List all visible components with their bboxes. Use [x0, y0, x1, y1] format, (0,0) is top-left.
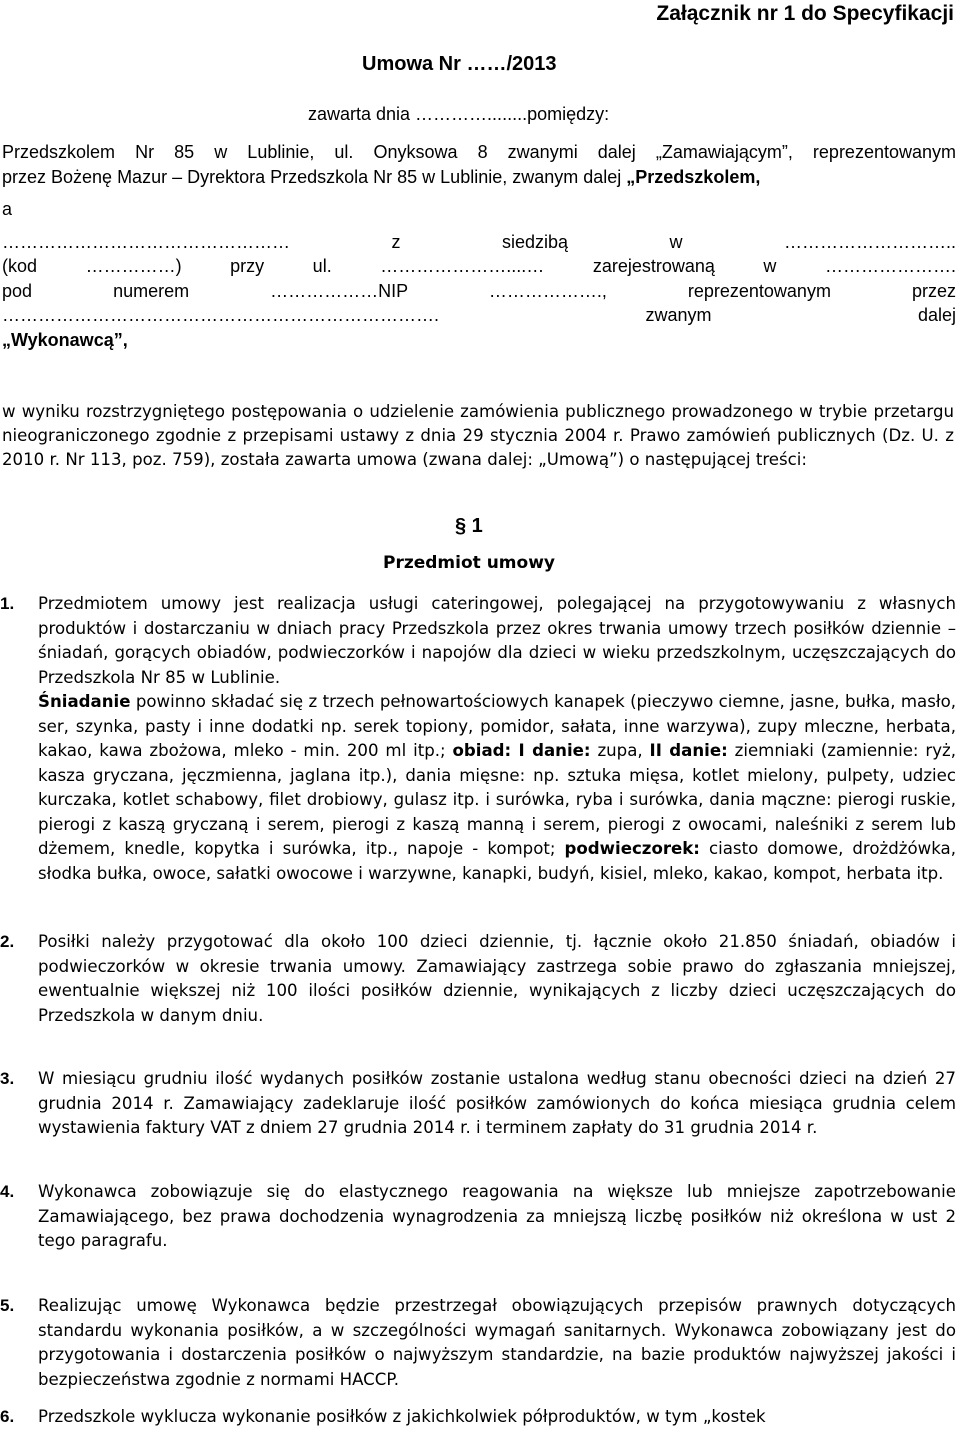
- preamble-spacer: [2, 189, 956, 197]
- item-number: 1.: [0, 594, 15, 613]
- contractor-representative-line: ………………………………………………………………. zwanym dalej: [2, 305, 956, 325]
- lunch-label: obiad: I danie:: [452, 741, 591, 760]
- preamble-line-1: Przedszkolem Nr 85 w Lublinie, ul. Onyksowa 8 zwanymi dalej „Zamawiającym”, reprezentowanym: [2, 142, 956, 162]
- item-number: 4.: [0, 1182, 15, 1201]
- item-number: 2.: [0, 932, 15, 951]
- parties-preamble: [2, 140, 956, 352]
- section-title: Przedmiot umowy: [383, 553, 555, 573]
- item-number: 3.: [0, 1069, 15, 1088]
- section-mark: § 1: [455, 515, 483, 537]
- item-text: W miesiącu grudniu ilość wydanych posiłków zostanie ustalona według stanu obecności dzieci na dzień 27 grudnia 2014 r. Zamawiający zadeklaruje ilość posiłków zamówionych do końca miesiąca grudnia celem wystawienia faktury VAT z dniem 27 grudnia 2014 r. i terminem zapłaty do 31 grudnia 2014 r.: [38, 1069, 956, 1137]
- item-number: 5.: [0, 1296, 15, 1315]
- list-item: [0, 592, 957, 886]
- intro-paragraph: w wyniku rozstrzygniętego postępowania o udzielenie zamówienia publicznego prowadzonego w trybie przetargu nieograniczonego zgodnie z przepisami ustawy z dnia 29 stycznia 2004 r. Prawo zamówień publicznych (Dz. U. z 2010 r. Nr 113, poz. 759), została zawarta umowa (zwana dalej: „Umową”) o następującej treści:: [2, 402, 954, 470]
- list-item: [0, 1180, 956, 1254]
- item-number: 6.: [0, 1407, 15, 1426]
- kindergarten-term: „Przedszkolem,: [626, 166, 761, 187]
- list-item: [0, 1405, 956, 1430]
- snack-text: ciasto domowe, drożdżówka, słodka bułka, owoce, sałatki owocowe i warzywne, kanapki, budyń, kisiel, mleko, kakao, kompot, herbata itp.: [38, 839, 956, 883]
- contractor-term: „Wykonawcą”,: [2, 329, 128, 350]
- list-item: [0, 1067, 956, 1141]
- preamble-line-3: a: [2, 199, 13, 219]
- attachment-label: Załącznik nr 1 do Specyfikacji: [656, 2, 954, 25]
- item-text: Wykonawca zobowiązuje się do elastycznego reagowania na większe lub mniejsze zapotrzebowanie Zamawiającego, bez prawa dochodzenia wynagrodzenia za mniejszą liczbę posiłków niż określona w ust 2 tego paragrafu.: [38, 1182, 956, 1250]
- breakfast-label: Śniadanie: [38, 692, 131, 711]
- document-title: Umowa Nr ……/2013: [362, 53, 557, 75]
- breakfast-text: powinno składać się z trzech pełnowartościowych kanapek (pieczywo ciemne, jasne, bułka, masło, ser, szynka, pasty i inne dodatki np. serek topiony, pomidor, sałata, inne warzywa), zupy mleczne, herbata, kakao, kawa zbożowa, mleko - min. 200 ml itp.;: [38, 692, 956, 760]
- preamble-line-2-text: przez Bożenę Mazur – Dyrektora Przedszkola Nr 85 w Lublinie, zwanym dalej: [2, 166, 627, 187]
- item-text: Posiłki należy przygotować dla około 100 dzieci dziennie, tj. łącznie około 21.850 śniadań, obiadów i podwieczorków w okresie trwania umowy. Zamawiający zastrzega sobie prawo do zgłaszania mniejszej, ewentualnie większej niż 100 ilości posiłków dziennie, wynikających z liczby dzieci uczęszczających do Przedszkola w danym dniu.: [38, 932, 956, 1025]
- second-course-label: II danie:: [649, 741, 728, 760]
- date-line: zawarta dnia …………........pomiędzy:: [308, 104, 610, 124]
- second-course-text: ziemniaki (zamiennie: ryż, kasza gryczana, jęczmienna, jaglana itp.), dania mięsne: np. sztuka mięsa, kotlet mielony, pulpety, udziec kurczaka, kotlet schabowy, filet drobiowy, gulasz itp. i surówka, ryba i surówka, dania mączne: pierogi ruskie, pierogi z kaszą gryczaną i serem, pierogi z kaszą manną i serem, pierogi z owocami, naleśniki z serem lub dżemem, knedle, kopytka i surówka, itp., napoje - kompot;: [38, 741, 957, 858]
- contractor-registration-line: pod numerem ………………NIP ………………., reprezentowanym przez: [2, 280, 956, 301]
- list-item: [0, 1294, 956, 1392]
- lunch-text: zupa,: [590, 741, 650, 760]
- contractor-address-line: (kod ……………) przy ul. …………………....… zarejestrowaną w ………………….: [2, 256, 956, 276]
- item-text: Przedmiotem umowy jest realizacja usługi cateringowej, polegającej na przygotowywaniu z własnych produktów i dostarczaniu w dniach pracy Przedszkola przez okres trwania umowy trzech posiłków dziennie – śniadań, gorących obiadów, podwieczorków i napojów dla dzieci w wieku przedszkolnym, uczęszczających do Przedszkola Nr 85 w Lublinie.: [38, 594, 956, 687]
- list-item: [0, 930, 956, 1028]
- item-text: Przedszkole wyklucza wykonanie posiłków z jakichkolwiek półproduktów, w tym „kostek: [38, 1407, 766, 1426]
- item-text: Realizując umowę Wykonawca będzie przestrzegał obowiązujących przepisów prawnych dotyczących standardu wykonania posiłków, a w szczególności wymagań sanitarnych. Wykonawca zobowiązany jest do przygotowania i dostarczenia posiłków o najwyższym standardzie, na bazie produktów najwyższej jakości i bezpieczeństwa zgodnie z normami HACCP.: [38, 1296, 956, 1389]
- preamble-spacer: [2, 222, 956, 230]
- snack-label: podwieczorek:: [564, 839, 700, 858]
- contractor-seat-line: ………………………………………… z siedzibą w ………………………..: [2, 231, 956, 252]
- preamble-line-2: [2, 165, 956, 190]
